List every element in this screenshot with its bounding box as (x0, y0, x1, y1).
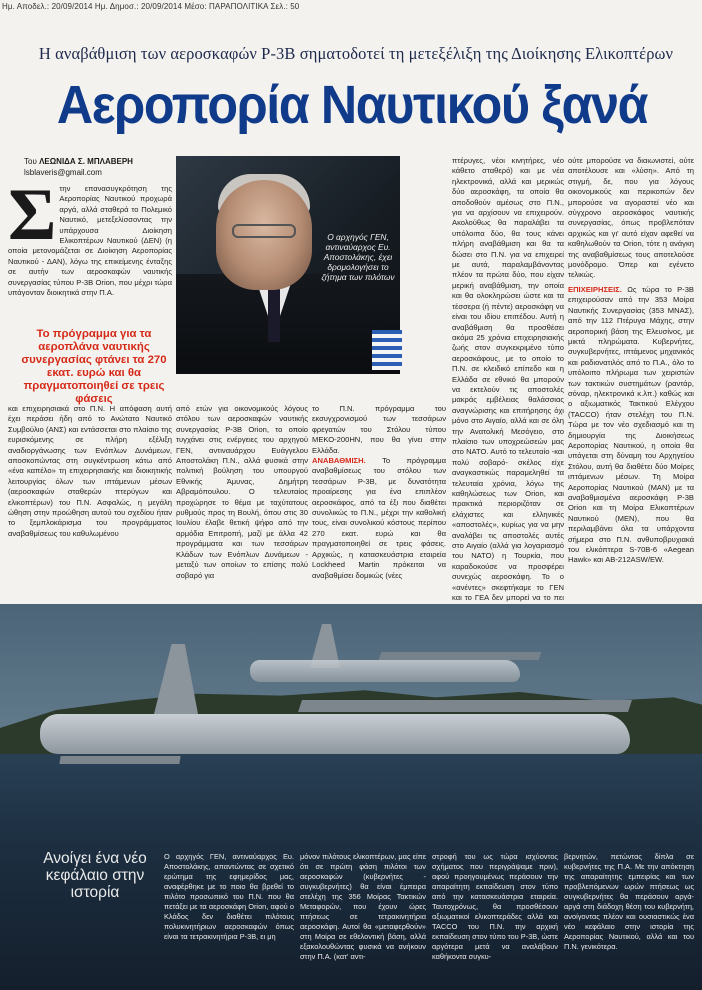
greek-flag (372, 330, 402, 370)
pull-quote: Το πρόγραμμα για τα αεροπλάνα ναυτικής συνεργασίας φτάνει τα 270 εκατ. ευρώ και θα πραγματοποιηθεί σε τρεις φάσεις (21, 328, 167, 405)
author-name: ΛΕΩΝΙΔΑ Σ. ΜΠΛΑΒΕΡΗ (39, 157, 133, 166)
section-heading-upgrade: ΑΝΑΒΑΘΜΙΣΗ. (312, 456, 366, 466)
bottom-column-4: βερνητών, πετώντας δίπλα σε κυβερνήτες της Π.Α. Με την απόκτηση της απαραίτητης εμπειρίας και των προβλεπόμενων ωρών πτήσεως ως συγκυβερνήτες θα περάσουν αργά-αργά στη διάδοχη θέση του κυβερνήτη, ανοίγοντας πλέον και ουσιαστικώς ένα νέο κεφάλαιο στην ιστορία της Αεροπορίας Ναυτικού, αλλά και του Π.Ν. γενικότερα. (564, 852, 694, 951)
photo-caption-title: Ανοίγει ένα νέο κεφάλαιο στην ιστορία (43, 850, 147, 901)
column-5 (568, 156, 694, 600)
article-kicker: Η αναβάθμιση των αεροσκαφών P-3B σηματοδοτεί τη μετεξέλιξη της Διοίκησης Ελικοπτέρων (38, 44, 674, 63)
column-3-text-b: Το πρόγραμμα αναβαθμίσεως του στόλου των τεσσάρων P-3B, με δυνατότητα προαίρεσης για ένα επιπλέον αεροσκάφος, από τα έξι που διαθέτει συνολικώς το Π.Ν., μέχρι την καθολική τους, είναι συνολικού κόστους περίπου 270 εκατ. ευρώ και θα πραγματοποιηθεί σε τρεις φάσεις. Αρχικώς, η κατασκευάστρια εταιρεία Lockheed Martin πρόκειται να αναβαθμίσει δομικώς (νέες (312, 456, 446, 580)
column-4-text: πτέρυγες, νέοι κινητήρες, νέο κάθετο σταθερό) και με νέα ηλεκτρονικά, αλλά και μερικώς δύο αεροσκάφη, τα οποία θα αποδοθούν αμέσως στο Π.Ν., για να αρχίσουν να επιχειρούν. Ακολούθως θα παραλάβει τα υπόλοιπα δύο, θα τους κάνει πλήρη αναβάθμιση και θα τα δώσει στο Π.Ν. για να επιχειρεί με αυτά, παραλαμβάνοντας πλέον τα πρώτα δύο, που είχαν μερική αναβάθμιση, την οποία και θα ολοκληρώσει ώστε και τα τέσσερα (ή πέντε) αεροσκάφη να είναι του ιδίου επιπέδου. Αυτή η αναβάθμιση θα προσθέσει ακόμα 25 χρόνια επιχειρησιακής ζωής στον συγκεκριμένο τύπο αεροσκάφους, με το οποίο το Π.Ν. σε κλειδικό επίπεδο και η Ελλάδα σε εθνικό θα μπορούν να εκτελούν τις αποστολές μακράς εμβέλειας θαλάσσιας αναγνώρισης και επιτήρησης όχι μόνο στο Αιγαίο, αλλά και σε όλη την Ανατολική Μεσόγειο, στο πλαίσιο των υποχρεώσεών μας στο ΝΑΤΟ. Αυτό το τελευταίο -και πολύ σοβαρό- σκέλος είχε αναγκαστικώς παραμεληθεί τα τελευταία χρόνια, λόγω της καθηλώσεως των Orion, και πρακτικά περιοριζόταν σε ελάχιστες και ελληνικές «αποστολές», κυρίως για να μην αναλάβει τις αποστολές αυτές στο Αιγαίο (αλλά για λογαριασμό του ΝΑΤΟ) η Τουρκία, που καραδοκούσε να προσφέρει συνεχώς αεροσκάφη. Το ο «ανέντες» σκεφτήκαμε το ΓΕΝ και το ΓΕΑ δεν μπορεί να το πει (452, 156, 564, 603)
clipping-header: Ημ. Αποδελ.: 20/09/2014 Ημ. Δημοσ.: 20/09/2014 Μέσο: ΠΑΡΑΠΟΛΙΤΙΚΑ Σελ.: 50 (2, 2, 300, 11)
column-5-text-a: ούτε μπορούσε να διαιωνιστεί, ούτε αποτέλουσε και «λύση». Από τη στιγμή, δε, που για λόγους οικονομικούς και περικοπών δεν μπορούσε να αγοραστεί νέο και σύγχρονο αεροσκάφος ναυτικής συνεργασίας, όπως προβλεπόταν αρχικώς και γι' αυτό είχαν αφεθεί να καθηλωθούν τα Orion, τότε η ανάγκη της αναβαθμίσεως τους αποτελούσε μονόδρομο. Όπερ και εγένετο τελικώς. (568, 156, 694, 280)
column-3 (312, 404, 446, 600)
bottom-column-1: Ο αρχηγός ΓΕΝ, αντιναύαρχος Ευ. Αποστολάκης, απαντώντας σε σχετικό ερώτημα της εφημερίδος μας, αναφέρθηκε με το ποιο θα βρεθεί το πιλότο προσωπικό του Π.Ν. που θα πετάξει με τα αεροσκάφη Orion, αφού ο Κλάδος δεν διαθέτει πιλότους πολυκινητήριων αεροσκαφών όπως είναι τα τετρακινητήρια P-3B, ει μη (164, 852, 294, 941)
bottom-column-2: μόνον πιλότους ελικοπτέρων, μας είπε ότι σε πρώτη φάση πιλότοι των αεροσκαφών (κυβερνήτες - συγκυβερνήτες) θα είναι έμπειρα στελέχη της 356 Μοίρας Τακτικών Μεταφορών, που έχουν ώρες πτήσεως σε τετρακινητήρια αεροσκάφη. Αυτοί θα «μεταφερθούν» στη Μοίρα σε εθελοντική βάση, αλλά εξακολουθώντας φυσικά να ανήκουν στην Π.Α. (κατ' αντι- (300, 852, 426, 961)
column-5-text-b: Ως τώρα το P-3B επιχειρούσαν από την 353 Μοίρα Ναυτικής Συνεργασίας (353 ΜΝΑΣ), από την 112 Πτέρυγα Μάχης, στην αεροπορική βάση της Ελευσίνος, με μικτά πληρώματα. Κυβερνήτες, συγκυβερνήτες, ιπτάμενος μηχανικός και ραδιονατιλός από το Π.Α., όλο το υπόλοιπο πλήρωμα των χειριστών των τακτικών συστημάτων (ραντάρ, σόναρ, ηλεκτρονικά κ.λπ.) καθώς και ο αξιωματικός Τακτικού Ελέγχου (TACCO) ήταν στελέχη του Π.Ν. Τώρα με τον νέο σχεδιασμό και τη δημιουργία της Διοικήσεως Αεροπορίας Ναυτικού, η οποία θα υπάγεται στη δύναμη του Αρχηγείου Στόλου, αυτή θα διαθέτει δύο Μοίρες ιπτάμενων μέσων. Τη Μοίρα Αεροπορίας Ναυτικού (ΜΑΝ) με τα αναβαθμισμένα αεροσκάφη P-3B Orion και τη Μοίρα Ελικοπτέρων Ναυτικού (ΜΕΝ), που θα περιλαμβάνει όλα τα υπάρχοντα σήμερα στο Π.Ν. ανθυποβρυχιακά του ελικόπτερα S-70B-6 «Aegean Hawk» και AB-212ASW/EW. (568, 284, 694, 565)
column-3-text-a: το Π.Ν. πρόγραμμα του εκσυγχρονισμού των τεσσάρων φρεγατών του Στόλου τύπου ΜΕΚΟ-200ΗΝ, που θα γίνει στην Ελλάδα. (312, 404, 446, 455)
section-heading-operations: ΕΠΙΧΕΙΡΗΣΕΙΣ. (568, 284, 622, 294)
column-4 (452, 156, 564, 603)
drop-cap: Σ (8, 174, 57, 256)
byline-prefix: Του (24, 157, 37, 166)
bottom-column-3: στροφή του ως τώρα ισχύοντος σχήματος που περιγράψαμε πριν), αφού προηγουμένως περάσουν την απαραίτητη εκπαίδευση στον τύπο από την κατασκευάστρια εταιρεία. Ταυτοχρόνως, θα προσθέσουν αξιωματικοί ελικοπτεράδες αλλά και TACCO του Π.Ν. την αρχική εκπαίδευση στον τύπο του P-3B, ώστε αργότερα μετά να αναλάβουν καθήκοντα συγκυ- (432, 852, 558, 961)
article-title: Αεροπορία Ναυτικού ξανά (56, 75, 648, 135)
intro-text: την επανασυγκρότηση της Αεροπορίας Ναυτικού προχωρά αργά, αλλά σταθερά το Πολεμικό Ναυτικό, μετεξελίσσοντας την υπάρχουσα Διοίκηση Ελικοπτέρων Ναυτικού (ΔΕΝ) (η οποία μετονομάζεται σε Διοίκηση Αεροπορίας Ναυτικού - ΔΑΝ), λόγω της επικείμενης ένταξης σε αυτήν των αεροσκαφών ναυτικής συνεργασίας τύπου P-3B Orion, που μέχρι τώρα υπάγονταν διοικητικά στην Π.Α. (8, 184, 172, 298)
column-1-text: και επιχειρησιακά στο Π.Ν. Η απόφαση αυτή έχει περάσει ήδη από το Ανώτατο Ναυτικό Συμβούλιο (ΑΝΣ) και εντάσσεται στο πλαίσιο της ευρισκόμενης σε πλήρη εξέλιξη αναδιοργάνωσης των Ενόπλων Δυνάμεων, αποσκοπώντας στη συγκέντρωση κάτω από «ένα καπέλο» τη επιχειρησιακής και διοικητικής λειτουργίας όλων των ιπτάμενων μέσων (αεροσκαφών σταθερών πτερύγων και ελικοπτέρων) του Π.Ν. Ασφαλώς, η μεγάλη ώθηση στην προώθηση αυτού του σχεδίου ήταν το ξεμπλοκάρισμα του προγράμματος αναβαθμίσεως του καθυλωμένου (8, 404, 172, 538)
author-email: lsblaveris@gmail.com (24, 168, 102, 177)
column-2-text: από ετών για οικονομικούς λόγους στόλου των αεροσκαφών ναυτικής συνεργασίας P-3B Orion, το οποίο τυγχάνει στις ενέργειες του αρχηγού ΓΕΝ, αντιναυάρχου Ευάγγελου Αποστολάκη Π.Ν., αλλά φυσικά στην πολιτική βούληση του υπουργού Εθνικής Άμυνας, Δημήτρη Αβραμόπουλου. Ο τελευταίος προχώρησε το θέμα με ταχύτατους ρυθμούς προς τη Βουλή, όπου στις 30 Ιουλίου έλαβε θετική ψήφο από την αρμόδια Επιτροπή, μαζί με άλλα 42 προγράμματα και των τεσσάρων Κλάδων των Ενόπλων Δυνάμεων - μεταξύ των οποίων το επίσης πολύ σοβαρό για (176, 404, 308, 580)
column-1-body (8, 404, 172, 600)
column-1-intro (8, 174, 172, 324)
photo-caption: Ο αρχηγός ΓΕΝ, αντιναύαρχος Ευ. Αποστολάκης, έχει δρομολογήσει το ζήτημα των πιλότων (321, 232, 395, 282)
column-2 (176, 404, 308, 600)
